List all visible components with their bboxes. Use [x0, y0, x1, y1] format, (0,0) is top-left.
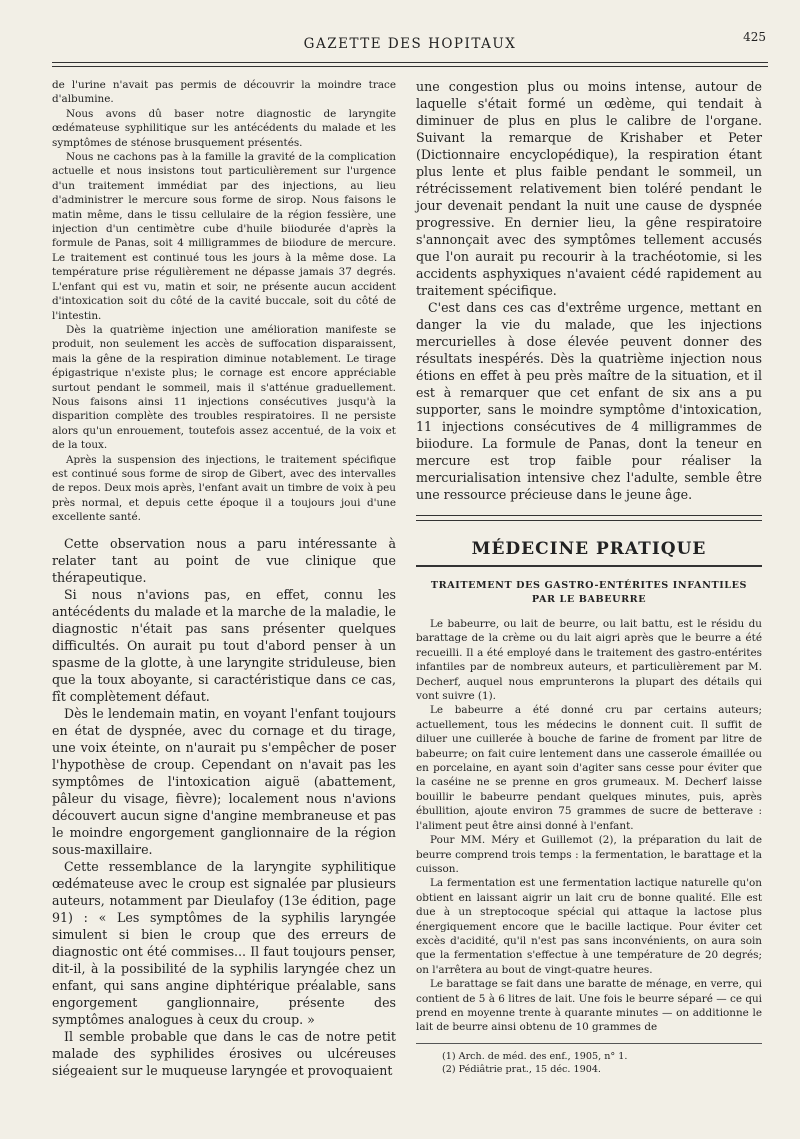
article-title-line: PAR LE BABEURRE — [531, 594, 647, 605]
paragraph: une congestion plus ou moins intense, autour de laquelle s'était formé un œdème, qui tendait à diminuer de plus en plus le calibre de l'organe. Suivant la remarque de Krishaber et Peter (Dictionnaire encyclopédique), la respiration étant plus lente et plus faible pendant le sommeil, un rétrécissement relativement bien toléré pendant le jour devenait pendant la nuit une cause de dyspnée progressive. En dernier lieu, la gêne respiratoire s'annonçait avec des symptômes tellement accusés que l'on aurait pu recourir à la trachéotomie, si les accidents asphyxiques n'avaient cédé rapidement au traitement spécifique. — [416, 79, 762, 298]
page-header — [50, 30, 770, 54]
paragraph: Le babeurre a été donné cru par certains auteurs; actuellement, tous les médecins le donnent cuit. Il suffit de diluer une cuillerée à bouche de farine de froment par litre de babeurre; on fait cuire lentement dans une casserole émaillée ou en porcelaine, en ayant soin d'agiter sans cesse pour éviter que la caséine ne se prenne en gros grumeaux. M. Decherf laisse bouillir le babeurre pendant quelques minutes, puis, après ébullition, ajoute environ 75 grammes de sucre de betterave : l'aliment peut être ainsi donné à l'enfant. — [416, 704, 762, 832]
section-divider — [416, 515, 762, 521]
left-column — [52, 78, 396, 1079]
paragraph: Après la suspension des injections, le traitement spécifique est continué sous forme de sirop de Gibert, avec des intervalles de repos. Deux mois après, l'enfant avait un timbre de voix à peu près normal, et depuis cette époque il a toujours joui d'une excellente santé. — [52, 453, 396, 524]
commentary-text — [52, 535, 396, 1079]
footnote: (1) Arch. de méd. des enf., 1905, n° 1. — [442, 1050, 628, 1062]
paragraph: La fermentation est une fermentation lactique naturelle qu'on obtient en laissant aigrir un lait cru de bonne qualité. Elle est due à un streptocoque spécial qui attaque la lactose plus énergiquement encore que le bacille lactique. Pour éviter cet excès d'acidité, qu'il n'est pas sans inconvénients, on aura soin que la fermentation s'effectue à une température de 20 degrés; on l'arrêtera au bout de vingt-quatre heures. — [416, 877, 762, 976]
paragraph: Dès le lendemain matin, en voyant l'enfant toujours en état de dyspnée, avec du cornage et du tirage, une voix éteinte, on n'aurait pu s'empêcher de poser l'hypothèse de croup. Cependant on n'avait pas les symptômes de l'intoxication aiguë (abattement, pâleur du visage, fièvre); localement nous n'avions découvert aucun signe d'angine membraneuse et pas le moindre engorgement ganglionnaire de la région sous-maxillaire. — [52, 705, 396, 857]
section-title-rule — [416, 565, 762, 567]
paragraph: Nous ne cachons pas à la famille la gravité de la complication actuelle et nous insistons tout particulièrement sur l'urgence d'un traitement immédiat par des injections, au lieu d'administrer le mercure sous forme de sirop. Nous faisons le matin même, dans le tissu cellulaire de la région fessière, une injection d'un centimètre cube d'huile biiodurée d'après la formule de Panas, soit 4 milligrammes de biiodure de mercure. Le traitement est continué tous les jours à la même dose. La température prise régulièrement ne dépasse jamais 37 degrés. L'enfant qui est vu, matin et soir, ne présente aucun accident d'intoxication soit du côté de la cavité buccale, soit du côté de l'intestin. — [52, 151, 396, 322]
paragraph: Si nous n'avions pas, en effet, connu les antécédents du malade et la marche de la maladie, le diagnostic n'était pas sans présenter quelques difficultés. On aurait pu tout d'abord penser à un spasme de la glotte, à une laryngite striduleuse, bien que la toux aboyante, si caractéristique dans ce cas, fît complètement défaut. — [52, 586, 396, 704]
paragraph: Nous avons dû baser notre diagnostic de laryngite œdémateuse syphilitique sur les antécédents du malade et les symptômes de sténose brusquement présentés. — [52, 107, 396, 149]
paragraph: Pour MM. Méry et Guillemot (2), la préparation du lait de beurre comprend trois temps : la fermentation, le barattage et la cuisson. — [416, 834, 762, 875]
paragraph: de l'urine n'avait pas permis de découvrir la moindre trace d'albumine. — [52, 79, 396, 106]
paragraph: Cette observation nous a paru intéressante à relater tant au point de vue clinique que thérapeutique. — [52, 535, 396, 585]
header-rule — [52, 62, 768, 63]
section-title: MÉDECINE PRATIQUE — [471, 539, 707, 559]
article-title — [416, 579, 762, 607]
footnote: (2) Pédiâtrie prat., 15 déc. 1904. — [442, 1063, 601, 1075]
article-text — [416, 617, 762, 1035]
paragraph: Dès la quatrième injection une amélioration manifeste se produit, non seulement les accès de suffocation disparaissent, mais la gêne de la respiration diminue notablement. Le tirage épigastrique n'existe plus; le cornage est encore appréciable surtout pendant le sommeil, mais il s'atténue graduellement. Nous faisons ainsi 11 injections consécutives jusqu'à la disparition complète des troubles respiratoires. Il ne persiste alors qu'un enrouement, toutefois assez accentué, de la voix et de la toux. — [52, 323, 396, 452]
article-title-line: TRAITEMENT DES GASTRO-ENTÉRITES INFANTILES — [430, 580, 748, 591]
running-title: GAZETTE DES HOPITAUX — [303, 36, 517, 52]
paragraph: C'est dans ces cas d'extrême urgence, mettant en danger la vie du malade, que les injections mercurielles à dose élevée peuvent donner des résultats inespérés. Dès la quatrième injection nous étions en effet à peu près maître de la situation, et il est à remarquer que cet enfant de six ans a pu supporter, sans le moindre symptôme d'intoxication, 11 injections consécutives de 4 milligrammes de biiodure. La formule de Panas, dont la teneur en mercure est trop faible pour réaliser la mercurialisation intensive chez l'adulte, semble être une ressource précieuse dans le jeune âge. — [416, 300, 762, 502]
right-column — [416, 78, 762, 1076]
case-report-text — [52, 78, 396, 525]
header-rule-secondary — [52, 66, 768, 67]
paragraph: Le babeurre, ou lait de beurre, ou lait battu, est le résidu du barattage de la crème ou du lait aigri après que le beurre a été recueilli. Il a été employé dans le traitement des gastro-entérites infantiles par de nombreux auteurs, et particulièrement par M. Decherf, auquel nous emprunterons la plupart des détails qui vont suivre (1). — [416, 618, 762, 703]
commentary-continued — [416, 78, 762, 503]
paragraph: Cette ressemblance de la laryngite syphilitique œdémateuse avec le croup est signalée par plusieurs auteurs, notamment par Dieulafoy (13e édition, page 91) : « Les symptômes de la syphilis laryngée simulent si bien le croup que des erreurs de diagnostic ont été commises... Il faut toujours penser, dit-il, à la possibilité de la syphilis laryngée chez un enfant, qui sans angine diphtérique préalable, sans engorgement ganglionnaire, présente des symptômes analogues à ceux du croup. » — [52, 858, 396, 1027]
paragraph: Il semble probable que dans le cas de notre petit malade des syphilides érosives ou ulcéreuses siégeaient sur le muqueuse laryngée et provoquaient — [52, 1028, 396, 1078]
spacer — [52, 525, 396, 535]
paragraph: Le barattage se fait dans une baratte de ménage, en verre, qui contient de 5 à 6 litres de lait. Une fois le beurre séparé — ce qui prend en moyenne trente à quarante minutes — on additionne le lait de beurre ainsi obtenu de 10 grammes de — [416, 978, 762, 1034]
footnote-rule — [416, 1043, 762, 1044]
page-number: 425 — [743, 30, 766, 44]
